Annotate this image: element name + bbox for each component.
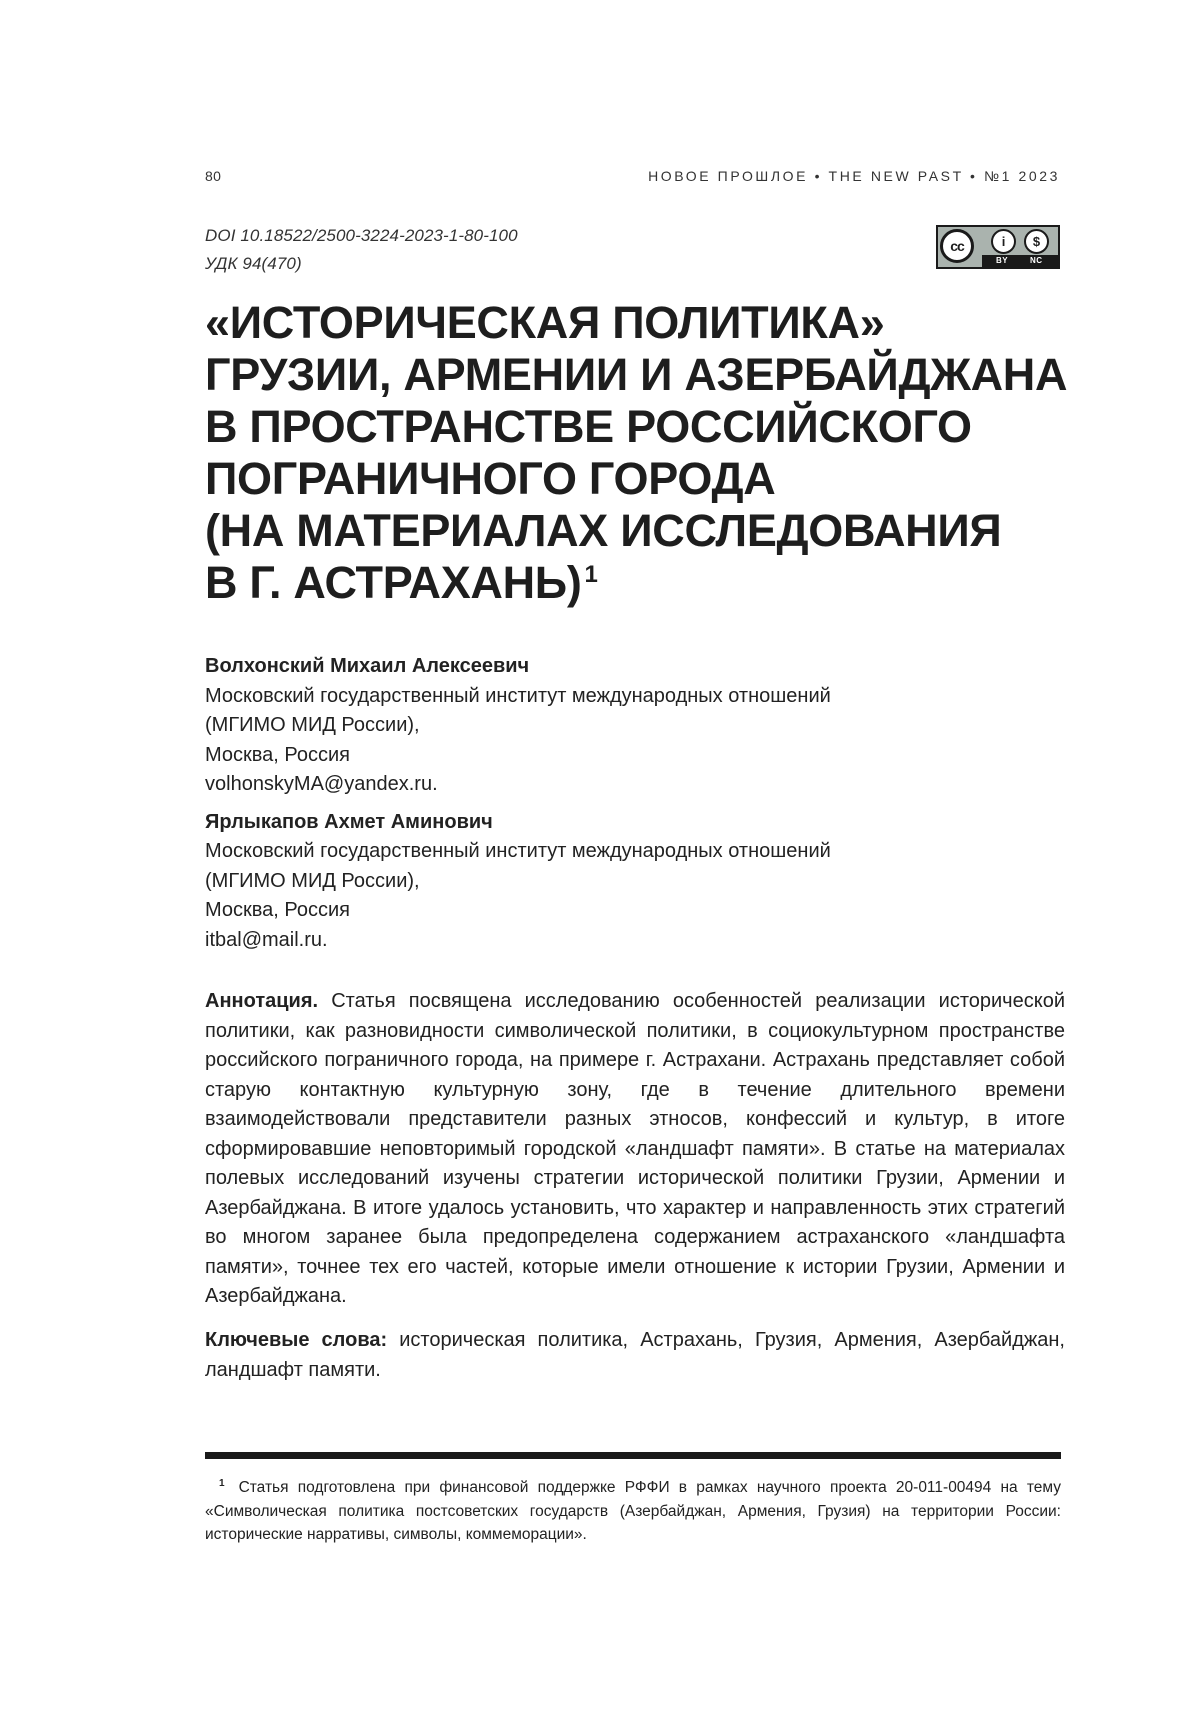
authors-block [205,652,1065,963]
by-label: BY [996,256,1008,265]
title-line: ГРУЗИИ, АРМЕНИИ И АЗЕРБАЙДЖАНА [205,349,1065,401]
title-footnote-mark[interactable]: 1 [585,561,598,588]
author-city: Москва, Россия [205,741,1065,771]
journal-page [0,0,1200,1714]
doi[interactable]: DOI 10.18522/2500-3224-2023-1-80-100 [205,222,518,250]
page-number: 80 [205,168,221,184]
author-name: Ярлыкапов Ахмет Аминович [205,808,1065,838]
cc-icon: cc [940,229,974,263]
keywords-text: историческая политика, Астрахань, Грузия, Армения, Азербайд­жан, ландшафт памяти. [205,1329,1065,1381]
footnote [205,1472,1061,1547]
badge-label-bar [982,255,1058,267]
abstract-label: Аннотация. [205,990,318,1012]
author-email[interactable]: itbal@mail.ru. [205,926,1065,956]
author-affiliation-abbr: (МГИМО МИД России), [205,867,1065,897]
title-line: (НА МАТЕРИАЛАХ ИССЛЕДОВАНИЯ [205,505,1065,557]
cc-by-nc-license-badge[interactable] [936,225,1060,269]
author-city: Москва, Россия [205,896,1065,926]
author-affiliation: Московский государственный институт международных отношений [205,837,1065,867]
footnote-mark: 1 [219,1478,225,1489]
article-title [205,297,1065,609]
abstract-text: Статья посвящена исследованию особенностей реализации историче­ской политики, как разновидности символической политики, в социокультурном пространстве российского пограничного города, на примере г. Астрахани. Астра­хань представляет собой старую контактную культурную зону, где в течение дли­тельного времени взаимодействовали представители разных этносов, конфессий и культур, в итоге сформировавшие неповторимый городской «ландшафт памяти». В статье на материалах полевых исследований изучены стратегии исторической по­литики Грузии, Армении и Азербайджана. В итоге удалось установить, что характер и направленность этих стратегий во многом заранее была предопределена содер­жанием астраханского «ландшафта памяти», точнее тех его частей, которые имели отношение к истории Грузии, Армении и Азербайджана. [205,990,1065,1307]
attribution-icon: i [991,229,1016,254]
keywords [205,1326,1065,1385]
author-email[interactable]: volhonskyMA@yandex.ru. [205,770,1065,800]
author-affiliation: Московский государственный институт международных отношений [205,682,1065,712]
keywords-label: Ключевые слова: [205,1329,387,1351]
identifiers [205,222,518,278]
title-line-text: В Г. АСТРАХАНЬ) [205,557,582,608]
title-line-last [205,557,1065,609]
footnote-text: Статья подготовлена при финансовой поддержке РФФИ в рамках научного проекта 20-011-00494 на тему «Символическая политика постсоветских государств (Азербайджан, Армения, Грузия) на террито­рии России: исторические нарративы, символы, коммеморации». [205,1479,1061,1543]
running-header [205,168,1060,188]
author-entry [205,652,1065,800]
abstract [205,987,1065,1312]
title-line: ПОГРАНИЧНОГО ГОРОДА [205,453,1065,505]
author-affiliation-abbr: (МГИМО МИД России), [205,711,1065,741]
journal-name: НОВОЕ ПРОШЛОЕ • THE NEW PAST • №1 2023 [648,168,1060,184]
title-line: В ПРОСТРАНСТВЕ РОССИЙСКОГО [205,401,1065,453]
author-entry [205,808,1065,956]
udc-code: УДК 94(470) [205,250,518,278]
nc-label: NC [1030,256,1043,265]
noncommercial-icon: $ [1024,229,1049,254]
author-name: Волхонский Михаил Алексеевич [205,652,1065,682]
footnote-divider [205,1452,1061,1459]
title-line: «ИСТОРИЧЕСКАЯ ПОЛИТИКА» [205,297,1065,349]
